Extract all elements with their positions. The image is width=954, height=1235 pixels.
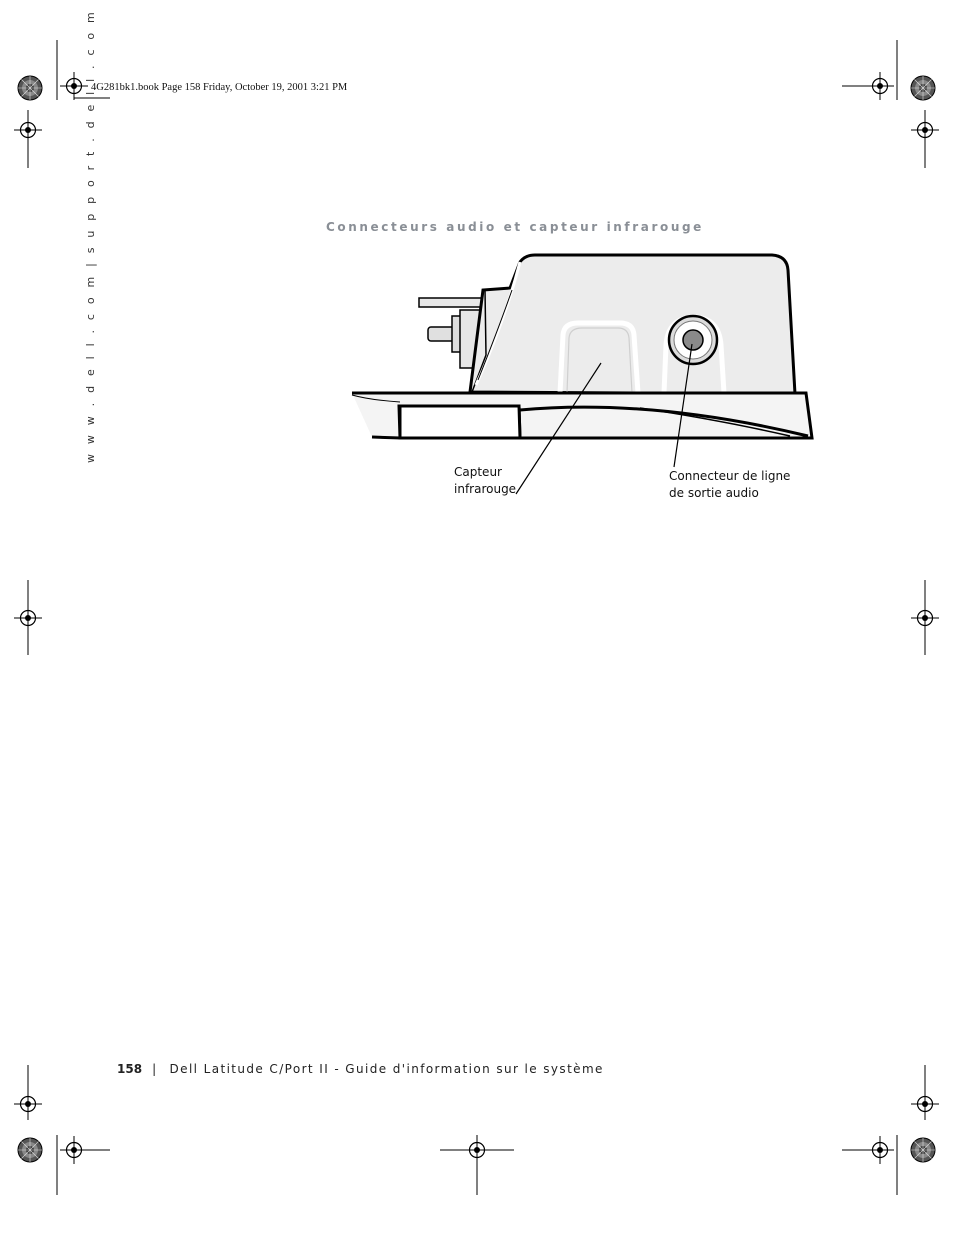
- callout-audio-line1: Connecteur de ligne: [669, 469, 791, 483]
- figure-title: Connecteurs audio et capteur infrarouge: [326, 220, 704, 234]
- printer-slug: 4G281bk1.book Page 158 Friday, October 19, 2001 3:21 PM: [91, 82, 348, 93]
- callout-ir-line2: infrarouge: [454, 482, 517, 496]
- base-plate-icon: [352, 393, 812, 438]
- housing-icon: [470, 255, 795, 394]
- callout-infrared-sensor: [454, 464, 516, 498]
- footer-doc-title: Dell Latitude C/Port II - Guide d'information sur le système: [169, 1062, 604, 1076]
- callout-audio-out: [669, 468, 790, 502]
- footer-separator: |: [152, 1062, 158, 1076]
- page-number: 158: [117, 1062, 143, 1076]
- side-url-text: w w w . d e l l . c o m | s u p p o r t . d e l l . c o m: [84, 9, 97, 463]
- page-footer: [117, 1062, 604, 1076]
- callout-audio-line2: de sortie audio: [669, 486, 759, 500]
- callout-ir-line1: Capteur: [454, 465, 502, 479]
